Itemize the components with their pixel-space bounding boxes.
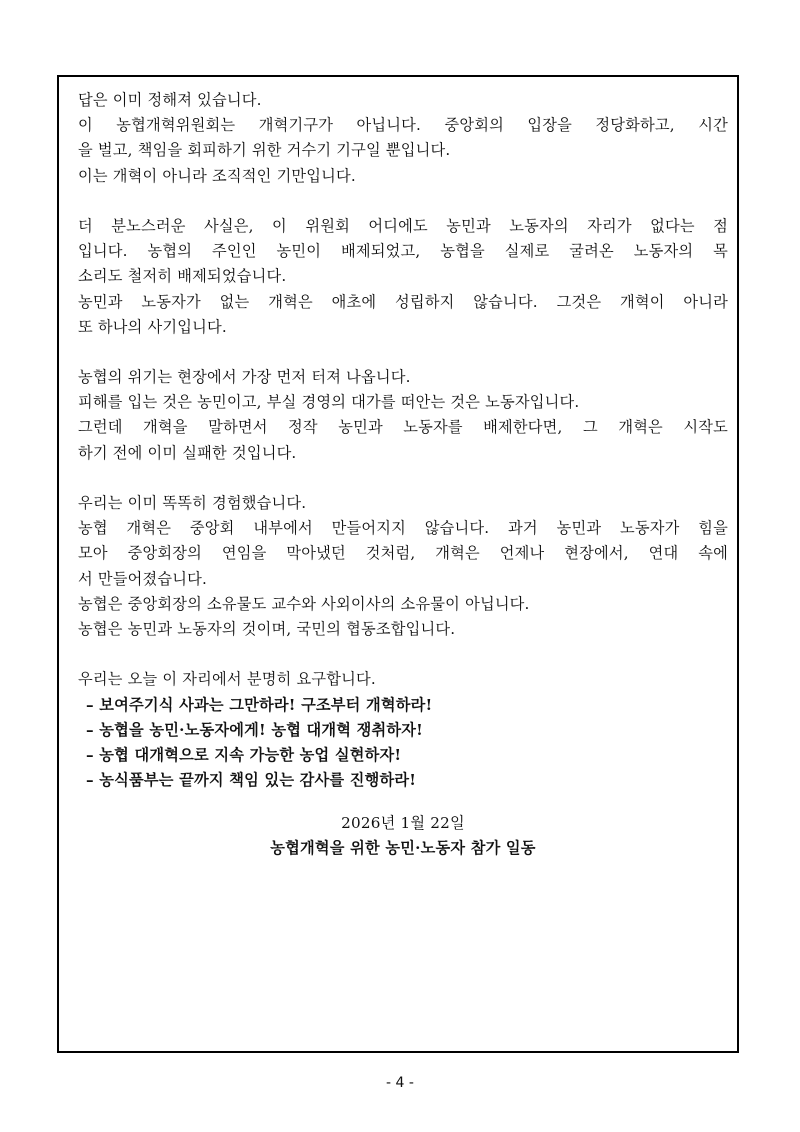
demand-intro: 우리는 오늘 이 자리에서 분명히 요구합니다. <box>78 670 376 689</box>
text-line: 그런데 개혁을 말하면서 정작 농민과 노동자를 배제한다면, 그 개혁은 시작도 <box>78 418 728 437</box>
text-line: 을 벌고, 책임을 회피하기 위한 거수기 기구일 뿐입니다. <box>78 141 451 160</box>
paragraph-gap <box>78 466 728 491</box>
paragraph <box>78 88 728 189</box>
paragraph-gap <box>78 340 728 365</box>
paragraph <box>78 365 728 466</box>
paragraph <box>78 214 728 340</box>
demand-list <box>78 693 728 794</box>
text-line: 답은 이미 정해져 있습니다. <box>78 91 262 109</box>
paragraph-gap <box>78 189 728 214</box>
paragraph-gap <box>78 642 728 667</box>
text-line: 우리는 이미 똑똑히 경험했습니다. <box>78 494 307 512</box>
text-line: 모아 중앙회장의 연임을 막아냈던 것처럼, 개혁은 언제나 현장에서, 연대 속에 <box>78 544 728 563</box>
text-line: 피해를 입는 것은 농민이고, 부실 경영의 대가를 떠안는 것은 노동자입니다. <box>78 393 580 412</box>
text-line: 하기 전에 이미 실패한 것입니다. <box>78 443 297 462</box>
text-line: 농협은 농민과 노동자의 것이며, 국민의 협동조합입니다. <box>78 619 456 638</box>
text-line: 농협의 위기는 현장에서 가장 먼저 터져 나옵니다. <box>78 368 411 387</box>
demand-item: – 농협 대개혁으로 지속 가능한 농업 실현하자! <box>86 745 402 764</box>
text-line: 더 분노스러운 사실은, 이 위원회 어디에도 농민과 노동자의 자리가 없다는 점 <box>78 216 728 235</box>
statement-date: 2026년 1월 22일 <box>341 814 465 833</box>
text-line: 입니다. 농협의 주인인 농민이 배제되었고, 농협을 실제로 굴려온 노동자의 목 <box>78 242 728 261</box>
text-line: 소리도 철저히 배제되었습니다. <box>78 267 287 286</box>
text-line: 농협 개혁은 중앙회 내부에서 만들어지지 않습니다. 과거 농민과 노동자가 힘을 <box>78 519 728 538</box>
text-line: 서 만들어졌습니다. <box>78 569 208 588</box>
demand-item: – 보여주기식 사과는 그만하라! 구조부터 개혁하라! <box>86 695 433 714</box>
text-line: 또 하나의 사기입니다. <box>78 317 227 336</box>
page-number: - 4 - <box>386 1075 414 1091</box>
text-line: 농민과 노동자가 없는 개혁은 애초에 성립하지 않습니다. 그것은 개혁이 아니라 <box>78 292 728 311</box>
document-body <box>78 88 728 862</box>
signatory: 농협개혁을 위한 농민·노동자 참가 일동 <box>270 839 536 858</box>
paragraph <box>78 491 728 642</box>
text-line: 이 농협개혁위원회는 개혁기구가 아닙니다. 중앙회의 입장을 정당화하고, 시간 <box>78 116 728 135</box>
text-line: 농협은 중앙회장의 소유물도 교수와 사외이사의 소유물이 아닙니다. <box>78 594 530 613</box>
statement-paragraphs <box>78 88 728 667</box>
demand-item: – 농식품부는 끝까지 책임 있는 감사를 진행하라! <box>86 771 417 790</box>
demand-item: – 농협을 농민·노동자에게! 농협 대개혁 쟁취하자! <box>86 720 424 739</box>
text-line: 이는 개혁이 아니라 조직적인 기만입니다. <box>78 166 356 185</box>
